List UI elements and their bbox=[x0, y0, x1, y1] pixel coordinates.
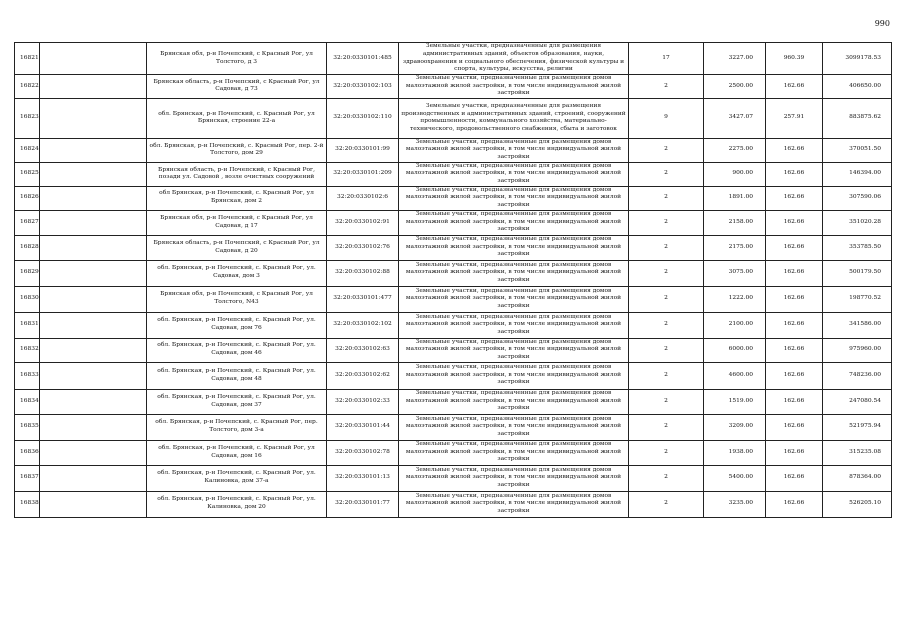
cell-address: обл. Брянская, р-н Почепский, с. Красный Рог, ул. Садовая, дом 48 bbox=[147, 362, 327, 389]
cell-area: 2275.00 bbox=[704, 138, 766, 162]
cell-blank bbox=[40, 162, 147, 186]
cell-land-purpose: Земельные участки, предназначенные для размещения домов малоэтажной жилой застройки, в том числе индивидуальной жилой застройки bbox=[399, 75, 629, 99]
cell-cadastral-value: 526205.10 bbox=[823, 491, 892, 517]
cell-land-purpose: Земельные участки, предназначенные для размещения домов малоэтажной жилой застройки, в том числе индивидуальной жилой застройки bbox=[399, 465, 629, 491]
table-row bbox=[15, 389, 892, 414]
cell-address: Брянская область, р-н Почепский, с Красный Рог, позади ул. Садовой , возле очистных сооружений bbox=[147, 162, 327, 186]
table-row bbox=[15, 286, 892, 312]
cell-cadastral-number: 32:20:0330102:33 bbox=[327, 389, 399, 414]
table-row bbox=[15, 162, 892, 186]
cell-address: Брянская обл, р-н Почепский, с Красный Рог, ул Толстого, N43 bbox=[147, 286, 327, 312]
cell-cadastral-number: 32:20:0330102:103 bbox=[327, 75, 399, 99]
cell-number: 16827 bbox=[15, 210, 40, 235]
cell-area: 2500.00 bbox=[704, 75, 766, 99]
cell-number: 16837 bbox=[15, 465, 40, 491]
cell-number: 16825 bbox=[15, 162, 40, 186]
cell-cadastral-number: 32:20:0330101:13 bbox=[327, 465, 399, 491]
cell-address: обл. Брянская, р-н Почепский, с. Красный Рог, пер. Толстого, дом 3-а bbox=[147, 414, 327, 440]
cell-specific-value: 162.66 bbox=[766, 491, 823, 517]
cell-cadastral-value: 341586.00 bbox=[823, 312, 892, 338]
cell-cadastral-value: 406650.00 bbox=[823, 75, 892, 99]
cell-group: 17 bbox=[629, 43, 704, 75]
cell-blank bbox=[40, 312, 147, 338]
cell-specific-value: 162.66 bbox=[766, 210, 823, 235]
cell-group: 2 bbox=[629, 312, 704, 338]
cell-group: 2 bbox=[629, 338, 704, 362]
table-row bbox=[15, 312, 892, 338]
cell-blank bbox=[40, 98, 147, 138]
cell-cadastral-number: 32:20:0330101:44 bbox=[327, 414, 399, 440]
cell-cadastral-value: 247080.54 bbox=[823, 389, 892, 414]
cell-number: 16830 bbox=[15, 286, 40, 312]
cell-area: 3235.00 bbox=[704, 491, 766, 517]
cell-land-purpose: Земельные участки, предназначенные для размещения домов малоэтажной жилой застройки, в том числе индивидуальной жилой застройки bbox=[399, 414, 629, 440]
page-number: 990 bbox=[874, 19, 890, 28]
cell-address: обл Брянская, р-н Почепский, с. Красный Рог, ул Брянская, дом 2 bbox=[147, 186, 327, 210]
cell-specific-value: 162.66 bbox=[766, 260, 823, 286]
cell-area: 6000.00 bbox=[704, 338, 766, 362]
cell-area: 2158.00 bbox=[704, 210, 766, 235]
cadastral-table bbox=[14, 42, 892, 518]
cell-specific-value: 257.91 bbox=[766, 98, 823, 138]
table-row bbox=[15, 235, 892, 260]
cell-cadastral-number: 32:20:0330101:77 bbox=[327, 491, 399, 517]
cell-land-purpose: Земельные участки, предназначенные для размещения домов малоэтажной жилой застройки, в том числе индивидуальной жилой застройки bbox=[399, 260, 629, 286]
cell-group: 2 bbox=[629, 414, 704, 440]
cell-land-purpose: Земельные участки, предназначенные для размещения домов малоэтажной жилой застройки, в том числе индивидуальной жилой застройки bbox=[399, 210, 629, 235]
cell-specific-value: 162.66 bbox=[766, 162, 823, 186]
cell-number: 16838 bbox=[15, 491, 40, 517]
cell-cadastral-number: 32:20:0330102:78 bbox=[327, 440, 399, 465]
cell-number: 16822 bbox=[15, 75, 40, 99]
cell-blank bbox=[40, 362, 147, 389]
cell-specific-value: 162.66 bbox=[766, 389, 823, 414]
cell-blank bbox=[40, 138, 147, 162]
cell-area: 1519.00 bbox=[704, 389, 766, 414]
cell-number: 16833 bbox=[15, 362, 40, 389]
cell-cadastral-number: 32:20:0330101:477 bbox=[327, 286, 399, 312]
cell-specific-value: 960.39 bbox=[766, 43, 823, 75]
cell-group: 2 bbox=[629, 491, 704, 517]
cell-cadastral-number: 32:20:0330102:102 bbox=[327, 312, 399, 338]
cell-land-purpose: Земельные участки, предназначенные для размещения административных зданий, объектов образования, науки, здравоохранения и социального обеспечения, физической культуры и спорта, культуры, искусства, религии bbox=[399, 43, 629, 75]
table-row bbox=[15, 43, 892, 75]
cell-number: 16829 bbox=[15, 260, 40, 286]
cell-blank bbox=[40, 186, 147, 210]
cell-area: 1222.00 bbox=[704, 286, 766, 312]
cell-area: 2100.00 bbox=[704, 312, 766, 338]
cell-blank bbox=[40, 440, 147, 465]
cell-area: 3075.00 bbox=[704, 260, 766, 286]
cell-cadastral-number: 32:20:0330102:88 bbox=[327, 260, 399, 286]
cell-land-purpose: Земельные участки, предназначенные для размещения производственных и административных зданий, строений, сооружений промышленности, коммунального хозяйства, материально-технического, продовольственного снабжения, сбыта и заготовок bbox=[399, 98, 629, 138]
cell-land-purpose: Земельные участки, предназначенные для размещения домов малоэтажной жилой застройки, в том числе индивидуальной жилой застройки bbox=[399, 162, 629, 186]
cell-number: 16831 bbox=[15, 312, 40, 338]
cell-area: 1938.00 bbox=[704, 440, 766, 465]
cell-number: 16821 bbox=[15, 43, 40, 75]
cell-area: 900.00 bbox=[704, 162, 766, 186]
cell-cadastral-number: 32:20:0330102:76 bbox=[327, 235, 399, 260]
table-row bbox=[15, 75, 892, 99]
cell-address: обл. Брянская, р-н Почепский, с. Красный Рог, ул. Садовая, дом 76 bbox=[147, 312, 327, 338]
cell-group: 9 bbox=[629, 98, 704, 138]
cell-land-purpose: Земельные участки, предназначенные для размещения домов малоэтажной жилой застройки, в том числе индивидуальной жилой застройки bbox=[399, 389, 629, 414]
cell-cadastral-number: 32:20:0330101:485 bbox=[327, 43, 399, 75]
cell-number: 16824 bbox=[15, 138, 40, 162]
cell-group: 2 bbox=[629, 75, 704, 99]
cell-cadastral-value: 3099178.53 bbox=[823, 43, 892, 75]
cell-cadastral-number: 32:20:0330102:91 bbox=[327, 210, 399, 235]
cell-number: 16828 bbox=[15, 235, 40, 260]
cell-blank bbox=[40, 286, 147, 312]
table-row bbox=[15, 138, 892, 162]
cell-cadastral-number: 32:20:0330102:110 bbox=[327, 98, 399, 138]
cell-group: 2 bbox=[629, 235, 704, 260]
cell-specific-value: 162.66 bbox=[766, 440, 823, 465]
cell-blank bbox=[40, 260, 147, 286]
cell-address: Брянская область, р-н Почепский, с Красный Рог, ул Садовая, д 73 bbox=[147, 75, 327, 99]
cell-number: 16834 bbox=[15, 389, 40, 414]
cell-group: 2 bbox=[629, 286, 704, 312]
cell-number: 16835 bbox=[15, 414, 40, 440]
cell-cadastral-value: 353785.50 bbox=[823, 235, 892, 260]
cell-blank bbox=[40, 210, 147, 235]
cell-blank bbox=[40, 338, 147, 362]
cell-cadastral-number: 32:20:0330101:209 bbox=[327, 162, 399, 186]
cell-cadastral-value: 521975.94 bbox=[823, 414, 892, 440]
table-row bbox=[15, 465, 892, 491]
cell-area: 1891.00 bbox=[704, 186, 766, 210]
table-row bbox=[15, 414, 892, 440]
cell-land-purpose: Земельные участки, предназначенные для размещения домов малоэтажной жилой застройки, в том числе индивидуальной жилой застройки bbox=[399, 235, 629, 260]
cell-address: обл. Брянская, р-н Почепский, с. Красный Рог, ул. Калиновка, дом 20 bbox=[147, 491, 327, 517]
cell-cadastral-value: 500179.50 bbox=[823, 260, 892, 286]
cell-specific-value: 162.66 bbox=[766, 138, 823, 162]
cell-group: 2 bbox=[629, 162, 704, 186]
cell-blank bbox=[40, 414, 147, 440]
cell-blank bbox=[40, 235, 147, 260]
cell-group: 2 bbox=[629, 362, 704, 389]
cell-cadastral-value: 146394.00 bbox=[823, 162, 892, 186]
cell-number: 16832 bbox=[15, 338, 40, 362]
cell-land-purpose: Земельные участки, предназначенные для размещения домов малоэтажной жилой застройки, в том числе индивидуальной жилой застройки bbox=[399, 440, 629, 465]
cell-land-purpose: Земельные участки, предназначенные для размещения домов малоэтажной жилой застройки, в том числе индивидуальной жилой застройки bbox=[399, 362, 629, 389]
cell-cadastral-number: 32:20:0330101:99 bbox=[327, 138, 399, 162]
cell-cadastral-value: 198770.52 bbox=[823, 286, 892, 312]
cell-address: обл. Брянская, р-н Почепский, с. Красный Рог, ул. Садовая, дом 46 bbox=[147, 338, 327, 362]
table-row bbox=[15, 338, 892, 362]
cell-cadastral-value: 351020.28 bbox=[823, 210, 892, 235]
cell-group: 2 bbox=[629, 210, 704, 235]
cell-address: Брянская обл, р-н Почепский, с Красный Рог, ул Садовая, д 17 bbox=[147, 210, 327, 235]
cell-address: Брянская область, р-н Почепский, с Красный Рог, ул Садовая, д 20 bbox=[147, 235, 327, 260]
cell-cadastral-value: 975960.00 bbox=[823, 338, 892, 362]
cell-cadastral-value: 370051.50 bbox=[823, 138, 892, 162]
cell-specific-value: 162.66 bbox=[766, 186, 823, 210]
cell-number: 16823 bbox=[15, 98, 40, 138]
table-row bbox=[15, 98, 892, 138]
cell-blank bbox=[40, 389, 147, 414]
cell-cadastral-value: 748236.00 bbox=[823, 362, 892, 389]
cell-specific-value: 162.66 bbox=[766, 338, 823, 362]
cell-land-purpose: Земельные участки, предназначенные для размещения домов малоэтажной жилой застройки, в том числе индивидуальной жилой застройки bbox=[399, 186, 629, 210]
table-row bbox=[15, 260, 892, 286]
cell-area: 2175.00 bbox=[704, 235, 766, 260]
cell-cadastral-value: 883875.62 bbox=[823, 98, 892, 138]
cell-cadastral-number: 32:20:0330102:63 bbox=[327, 338, 399, 362]
cell-address: обл. Брянская, р-н Почепский, с. Красный Рог, ул. Садовая, дом 37 bbox=[147, 389, 327, 414]
cell-number: 16826 bbox=[15, 186, 40, 210]
cell-land-purpose: Земельные участки, предназначенные для размещения домов малоэтажной жилой застройки, в том числе индивидуальной жилой застройки bbox=[399, 491, 629, 517]
cell-specific-value: 162.66 bbox=[766, 465, 823, 491]
cell-number: 16836 bbox=[15, 440, 40, 465]
table-row bbox=[15, 186, 892, 210]
cell-specific-value: 162.66 bbox=[766, 235, 823, 260]
cell-land-purpose: Земельные участки, предназначенные для размещения домов малоэтажной жилой застройки, в том числе индивидуальной жилой застройки bbox=[399, 138, 629, 162]
cell-area: 3227.00 bbox=[704, 43, 766, 75]
cell-area: 4600.00 bbox=[704, 362, 766, 389]
cell-blank bbox=[40, 75, 147, 99]
cell-specific-value: 162.66 bbox=[766, 286, 823, 312]
cell-cadastral-value: 878364.00 bbox=[823, 465, 892, 491]
cell-land-purpose: Земельные участки, предназначенные для размещения домов малоэтажной жилой застройки, в том числе индивидуальной жилой застройки bbox=[399, 338, 629, 362]
cell-specific-value: 162.66 bbox=[766, 414, 823, 440]
table-row bbox=[15, 362, 892, 389]
cell-group: 2 bbox=[629, 138, 704, 162]
cell-land-purpose: Земельные участки, предназначенные для размещения домов малоэтажной жилой застройки, в том числе индивидуальной жилой застройки bbox=[399, 312, 629, 338]
cell-area: 3209.00 bbox=[704, 414, 766, 440]
cell-address: обл. Брянская, р-н Почепский, с. Красный Рог, ул. Калиновка, дом 37-а bbox=[147, 465, 327, 491]
cell-group: 2 bbox=[629, 465, 704, 491]
table-row bbox=[15, 440, 892, 465]
cell-blank bbox=[40, 465, 147, 491]
cell-group: 2 bbox=[629, 389, 704, 414]
cell-specific-value: 162.66 bbox=[766, 75, 823, 99]
cell-area: 3427.07 bbox=[704, 98, 766, 138]
cell-cadastral-value: 315235.08 bbox=[823, 440, 892, 465]
cell-cadastral-number: 32:20:0330102:6 bbox=[327, 186, 399, 210]
cell-address: обл. Брянская, р-н Почепский, с. Красный Рог, ул. Садовая, дом 3 bbox=[147, 260, 327, 286]
cell-address: Брянская обл, р-н Почепский, с Красный Рог, ул Толстого, д 3 bbox=[147, 43, 327, 75]
cell-cadastral-value: 307590.06 bbox=[823, 186, 892, 210]
cell-address: обл. Брянская, р-н Почепский, с. Красный Рог, ул Брянская, строение 22-а bbox=[147, 98, 327, 138]
cell-blank bbox=[40, 43, 147, 75]
cell-address: обл. Брянская, р-н Почепский, с. Красный Рог, ул Садовая, дом 16 bbox=[147, 440, 327, 465]
table-row bbox=[15, 491, 892, 517]
cell-cadastral-number: 32:20:0330102:62 bbox=[327, 362, 399, 389]
cell-group: 2 bbox=[629, 260, 704, 286]
cell-specific-value: 162.66 bbox=[766, 312, 823, 338]
cell-group: 2 bbox=[629, 186, 704, 210]
cell-area: 5400.00 bbox=[704, 465, 766, 491]
cell-blank bbox=[40, 491, 147, 517]
table-row bbox=[15, 210, 892, 235]
cell-specific-value: 162.66 bbox=[766, 362, 823, 389]
cell-address: обл. Брянская, р-н Почепский, с. Красный Рог, пер. 2-й Толстого, дом 29 bbox=[147, 138, 327, 162]
cell-group: 2 bbox=[629, 440, 704, 465]
cell-land-purpose: Земельные участки, предназначенные для размещения домов малоэтажной жилой застройки, в том числе индивидуальной жилой застройки bbox=[399, 286, 629, 312]
